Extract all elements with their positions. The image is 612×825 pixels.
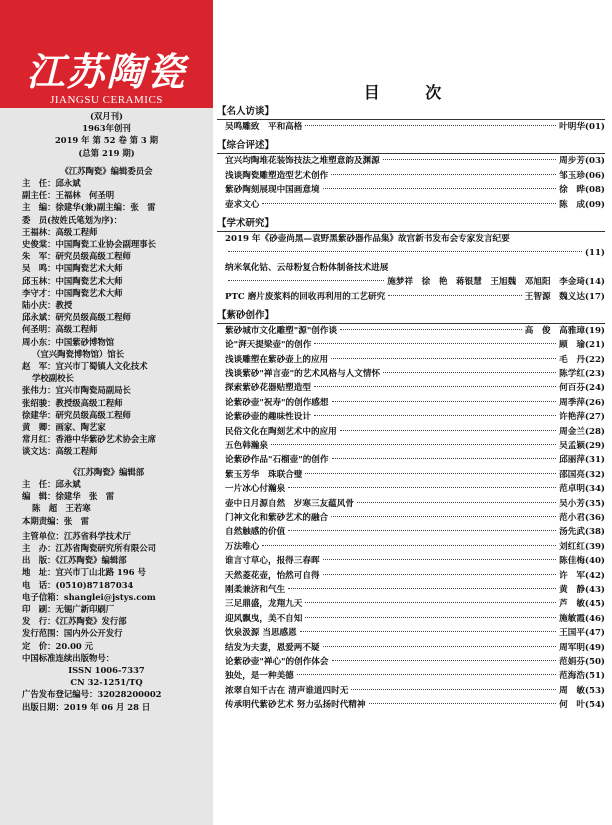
toc-entry-title: 浅谈紫砂"禅言壶"的艺术风格与人文情怀: [225, 369, 381, 380]
toc-entry-author: 叶明华(01): [559, 122, 605, 132]
toc-entry[interactable]: [217, 641, 605, 655]
dot-leader: [305, 125, 556, 126]
info-line: 主 任：邱永斌: [22, 178, 81, 189]
toc-entry[interactable]: [217, 597, 605, 611]
toc-entry-author: 周军明(49): [559, 642, 605, 653]
toc-entry-title: 论紫砂壶"祝寿"的创作感想: [225, 397, 329, 408]
toc-entry[interactable]: [217, 554, 605, 568]
toc-entry-author: 陈学红(23): [559, 369, 605, 380]
periodicity: (双月刊): [89, 111, 124, 121]
dot-leader: [228, 280, 384, 281]
dot-leader: [383, 372, 556, 373]
toc-entry-title: 浓翠自知千古在 清声谁道四时无: [225, 685, 349, 696]
info-line: 副主任：王福林 何圣明: [22, 190, 115, 201]
toc-entry[interactable]: [217, 669, 605, 683]
editorial-header: 《江苏陶瓷》编辑部: [68, 466, 145, 477]
toc-entry-title: 论"湃天提梁壶"的创作: [225, 340, 312, 351]
dot-leader: [305, 473, 556, 474]
toc-entry-title: 纳米氧化钴、云母粉复合粉体制备技术进展: [225, 262, 389, 273]
dot-leader: [297, 674, 556, 675]
toc-entry-title: 壶求文心: [225, 199, 260, 210]
dot-leader: [323, 646, 557, 647]
dot-leader: [369, 703, 557, 704]
toc-entry-title: 传承明代紫砂艺术 努力弘扬时代精神: [225, 700, 366, 711]
toc-entry[interactable]: [217, 367, 605, 381]
info-line: 电 话：(0510)87187034: [22, 579, 134, 590]
info-line: 中国标准连续出版物号：: [22, 652, 115, 663]
toc-entry[interactable]: [217, 655, 605, 669]
info-line: 周小东：中国紫砂博物馆: [22, 336, 115, 347]
info-line: （宜兴陶瓷博物馆）馆长: [32, 348, 125, 359]
dot-leader: [357, 502, 556, 503]
toc-entry-title: 三足鼎盛，龙翔九天: [225, 599, 303, 610]
info-line: 陈 超 王若寒: [32, 503, 91, 514]
toc-entry-author: 黄 静(43): [559, 584, 605, 595]
toc-entry-author: (11): [584, 248, 605, 259]
toc-entry[interactable]: [217, 453, 605, 467]
dot-leader: [262, 545, 556, 546]
toc-entry-author: 徐 晔(08): [559, 185, 605, 196]
toc-entry-author: 顾 瑜(21): [559, 340, 605, 351]
toc-entry-author: 王智源 魏义达(17): [524, 291, 605, 302]
toc-entry-author: 邱丽萍(31): [559, 455, 605, 466]
dot-leader: [323, 188, 557, 189]
toc-entry[interactable]: [217, 120, 605, 134]
toc-entry-title: 天然菱花壶，怡然可自得: [225, 570, 320, 581]
info-line: 地 址：宜兴市丁山北路 196 号: [22, 567, 146, 578]
info-line: 广告发布登记编号：32028200002: [22, 689, 162, 700]
toc-entry[interactable]: [217, 525, 605, 539]
left-info-panel: [0, 0, 213, 825]
info-line: 主 办：江苏省陶瓷研究所有限公司: [22, 542, 156, 553]
total-issue: (总第 219 期): [78, 147, 135, 158]
toc-entry-title: 结发为夫妻，恩爱两不疑: [225, 642, 320, 653]
toc-entry-title: 门神文化和紫砂艺术的融合: [225, 512, 329, 523]
toc-entry-author: 毛 丹(22): [559, 354, 605, 365]
toc-entry-author: 范卓明(34): [559, 484, 605, 495]
toc-entry-author: 吴孟颖(29): [559, 441, 605, 452]
info-line: 黄 卿：画家、陶艺家: [22, 422, 106, 433]
committee-list: [0, 177, 213, 458]
issue-number: 2019 年 第 52 卷 第 3 期: [54, 135, 159, 146]
info-line: 朱 军：研究员级高级工程师: [22, 251, 131, 262]
toc-entry[interactable]: [217, 396, 605, 410]
toc-entry-author: 邹玉珍(06): [559, 170, 605, 181]
toc-entry[interactable]: [217, 612, 605, 626]
dot-leader: [323, 559, 557, 560]
info-line: 常月红：香港中华紫砂艺术协会主席: [22, 434, 156, 445]
toc-entry-title: 壶中日月源自然 岁寒三友蕴风骨: [225, 498, 354, 509]
toc-entry-author: 刘红红(39): [559, 541, 605, 552]
toc-entry-author: 施敏霞(46): [559, 613, 605, 624]
toc-entry-title: 迎风飘曳，美不自知: [225, 613, 303, 624]
dot-leader: [271, 444, 556, 445]
toc-section-header: 【学术研究】: [217, 217, 605, 232]
info-line: 主 任：邱永斌: [22, 478, 81, 489]
toc-entry[interactable]: [217, 684, 605, 698]
dot-leader: [288, 487, 556, 488]
toc-title: 目 次: [363, 83, 462, 102]
toc-entry[interactable]: [217, 169, 605, 183]
dot-leader: [323, 574, 557, 575]
toc-entry[interactable]: [217, 482, 605, 496]
toc-entry[interactable]: [217, 626, 605, 640]
dot-leader: [314, 343, 556, 344]
toc-entry-title: 论紫砂壶"禅心"的创作体会: [225, 656, 329, 667]
toc-entry-title: 论紫砂壶的趣味性设计: [225, 412, 311, 423]
logo-english: JIANGSU CERAMICS: [50, 94, 163, 106]
logo-chinese: 江苏陶瓷: [26, 49, 187, 94]
toc-entry-author: 范海浩(51): [559, 671, 605, 682]
dot-leader: [300, 631, 556, 632]
info-line: 张绍骏：教授级高级工程师: [22, 397, 123, 408]
info-line: 何圣明：高级工程师: [22, 324, 98, 335]
toc-entry-author: 何百芬(24): [559, 383, 605, 394]
toc-entry-author: 何 叶(54): [559, 700, 605, 711]
toc-entry-author: 高 俊 高雅璋(19): [524, 325, 605, 336]
dot-leader: [340, 329, 522, 330]
info-line: 赵 军：宜兴市丁蜀镇人文化技术: [22, 361, 148, 372]
toc-entry-author: 范小君(36): [559, 512, 605, 523]
info-line: 学校副校长: [32, 373, 74, 384]
toc-entry[interactable]: [217, 497, 605, 511]
toc-entry[interactable]: [217, 154, 605, 168]
info-line: 吴 鸣：中国陶瓷艺术大师: [22, 263, 123, 274]
toc-entry-title: 万法唯心: [225, 541, 260, 552]
toc-entry-title: 自然触感的价值: [225, 527, 286, 538]
toc-entry-title: 独处，是一种美德: [225, 671, 294, 682]
toc-entry-title: 探索紫砂花器贴塑造型: [225, 383, 311, 394]
info-line: 发 行：《江苏陶瓷》发行部: [22, 616, 127, 627]
toc-entry-author: 范娟芬(50): [559, 656, 605, 667]
toc-entry[interactable]: [217, 324, 605, 338]
dot-leader: [288, 530, 556, 531]
dot-leader: [331, 516, 556, 517]
dot-leader: [332, 660, 557, 661]
toc-entry-author: 周金兰(28): [559, 426, 605, 437]
dot-leader: [388, 295, 522, 296]
toc-entry[interactable]: [217, 468, 605, 482]
toc-entry[interactable]: [217, 511, 605, 525]
toc-entry-title: 论紫砂作品"石榴壶"的创作: [225, 455, 329, 466]
toc-entry-author: 芦 敏(45): [559, 599, 605, 610]
toc-entry[interactable]: [217, 353, 605, 367]
info-line: 张伟力：宜兴市陶瓷局副局长: [22, 385, 131, 396]
info-line: 谈文达：高级工程师: [22, 446, 98, 457]
toc-entry-author: 许 军(42): [559, 570, 605, 581]
table-of-contents: [213, 0, 612, 825]
toc-entry[interactable]: [217, 381, 605, 395]
toc-section-header: 【名人访谈】: [217, 105, 605, 120]
toc-entry-author: 周季萍(26): [559, 397, 605, 408]
info-line: 定 价：20.00 元: [22, 640, 94, 651]
toc-entry-title: 谁言寸草心，报得三春晖: [225, 556, 320, 567]
toc-body: [217, 100, 605, 712]
toc-entry[interactable]: [217, 198, 605, 212]
toc-entry-title: 饮泉汲源 当思感恩: [225, 628, 297, 639]
info-line: 王福林：高级工程师: [22, 226, 98, 237]
publishing-list: [0, 530, 213, 713]
dot-leader: [332, 401, 557, 402]
toc-section-header: 【综合评述】: [217, 139, 605, 154]
info-line: 邱玉林：中国陶瓷艺术大师: [22, 275, 123, 286]
toc-entry-author: 王国平(47): [559, 628, 605, 639]
dot-leader: [314, 415, 556, 416]
toc-entry-title: 一片冰心付瀚泉: [225, 484, 286, 495]
committee-header: 《江苏陶瓷》编辑委员会: [60, 165, 153, 176]
info-line: 陆小庆：教授: [22, 300, 73, 311]
toc-section-header: 【紫砂创作】: [217, 309, 605, 324]
info-line: 史俊棠：中国陶瓷工业协会副理事长: [22, 239, 156, 250]
masthead-logo-box: [0, 0, 213, 108]
toc-entry-title: 紫玉芳华 珠联合璧: [225, 469, 303, 480]
dot-leader: [351, 689, 556, 690]
toc-entry-title: PTC 磨片废浆料的回收再利用的工艺研究: [225, 291, 386, 302]
toc-entry-author: 周步芳(03): [559, 156, 605, 167]
dot-leader: [228, 251, 582, 252]
info-line: 邱永斌：研究员级高级工程师: [22, 312, 131, 323]
info-line: 李守才：中国陶瓷艺术大师: [22, 287, 123, 298]
toc-entry-continuation: [217, 246, 605, 260]
toc-entry-author: 施梦祥 徐 艳 蒋银慧 王旭魏 邓旭阳 李金琦(14): [387, 277, 605, 288]
dot-leader: [305, 602, 556, 603]
dot-leader: [305, 617, 556, 618]
toc-entry[interactable]: [217, 183, 605, 197]
toc-entry-continuation: [217, 275, 605, 289]
dot-leader: [332, 458, 557, 459]
dot-leader: [331, 174, 556, 175]
toc-entry[interactable]: [217, 410, 605, 424]
toc-entry-title: 刚柔兼济和气生: [225, 584, 286, 595]
toc-entry-author: 许艳萍(27): [559, 412, 605, 423]
info-line: 编 辑：徐建华 张 雷: [22, 491, 115, 502]
dot-leader: [288, 588, 556, 589]
info-line: CN 32-1251/TQ: [70, 677, 143, 688]
toc-entry[interactable]: [217, 439, 605, 453]
toc-entry[interactable]: [217, 290, 605, 304]
dot-leader: [331, 358, 556, 359]
toc-entry-author: 周 敏(53): [559, 685, 605, 696]
toc-entry-author: 陈佳梅(40): [559, 556, 605, 567]
toc-entry-title: 宜兴均陶堆花装饰技法之堆塑意韵及渊源: [225, 156, 380, 167]
dot-leader: [262, 203, 556, 204]
info-line: ISSN 1006-7337: [68, 664, 145, 675]
toc-entry[interactable]: [217, 425, 605, 439]
info-line: 本期责编：张 雷: [22, 515, 89, 526]
toc-entry[interactable]: [217, 338, 605, 352]
toc-entry-author: 邵国亮(32): [559, 469, 605, 480]
info-line: 出版日期：2019 年 06 月 28 日: [22, 701, 151, 712]
toc-entry[interactable]: [217, 232, 605, 246]
toc-entry-author: 汤先武(38): [559, 527, 605, 538]
founded: 1963年创刊: [82, 123, 131, 134]
dot-leader: [314, 386, 556, 387]
toc-entry-title: 民俗文化在陶刻艺术中的应用: [225, 426, 337, 437]
toc-entry-title: 浅谈陶瓷雕塑造型艺术创作: [225, 170, 329, 181]
info-line: 发行范围：国内外公开发行: [22, 628, 123, 639]
toc-entry-author: 吴小芳(35): [559, 498, 605, 509]
info-line: 电子信箱：shanglei@jstys.com: [22, 591, 156, 602]
dot-leader: [383, 159, 556, 160]
toc-entry[interactable]: [217, 583, 605, 597]
toc-entry-title: 浅谈雕塑在紫砂壶上的应用: [225, 354, 329, 365]
toc-entry[interactable]: [217, 698, 605, 712]
dot-leader: [340, 430, 556, 431]
toc-entry-title: 吴鸣雕致 平和高格: [225, 122, 303, 132]
info-line: 徐建华：研究员级高级工程师: [22, 409, 131, 420]
info-line: 出 版：《江苏陶瓷》编辑部: [22, 555, 127, 566]
toc-entry[interactable]: [217, 261, 605, 275]
info-line: 主管单位：江苏省科学技术厅: [22, 530, 131, 541]
publication-info: [0, 108, 213, 713]
toc-entry-title: 紫砂城市文化雕塑"源"创作谈: [225, 325, 338, 336]
info-line: 委 员(按姓氏笔划为序)：: [22, 214, 123, 225]
toc-entry[interactable]: [217, 540, 605, 554]
toc-entry-author: 陈 成(09): [559, 199, 605, 210]
toc-entry-title: 紫砂陶刻展现中国画意境: [225, 185, 320, 196]
toc-entry-title: 五色韩瀚泉: [225, 441, 268, 452]
editorial-list: [0, 478, 213, 527]
toc-entry[interactable]: [217, 569, 605, 583]
toc-entry-title: 2019 年《砂壶尚黑—袁野黑紫砂器作品集》故宫新书发布会专家发言纪要: [225, 233, 510, 244]
info-line: 主 编：徐建华(兼)副主编：张 雷: [22, 202, 156, 213]
info-line: 印 刷：无锡广新印刷厂: [22, 603, 115, 614]
